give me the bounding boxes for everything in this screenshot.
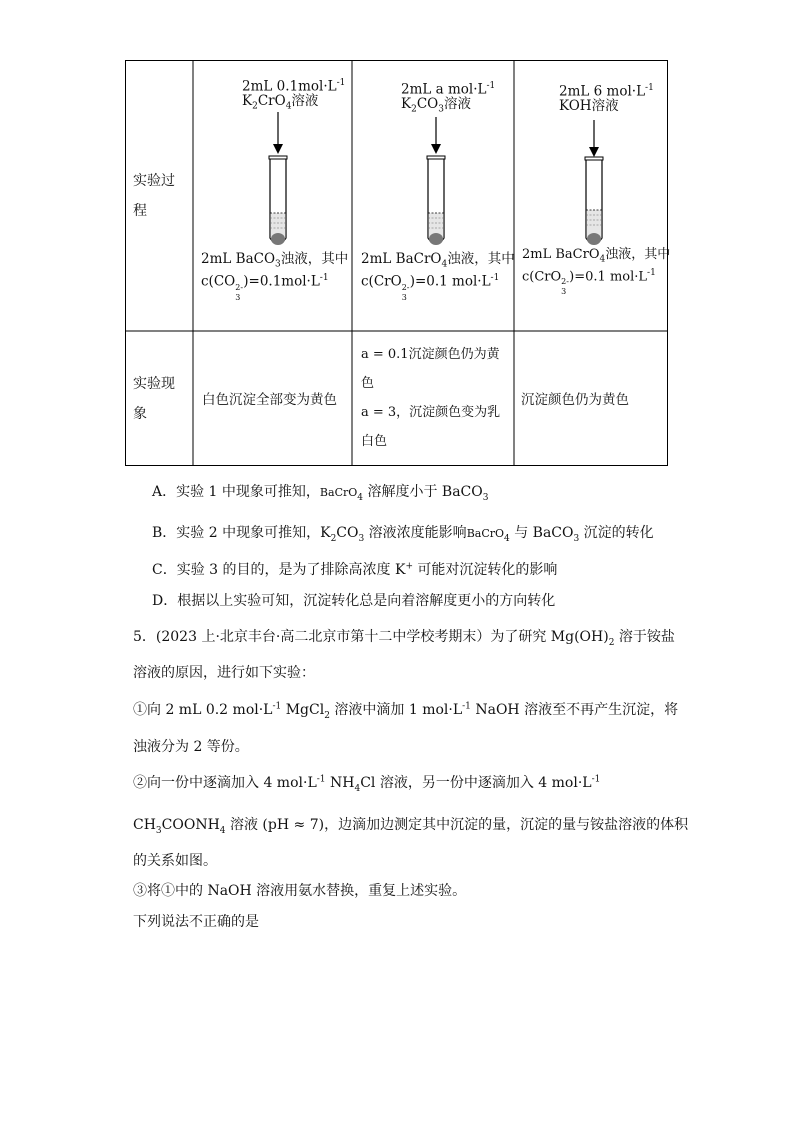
question5-step2: ②向一份中逐滴加入 4 $mol\cdot L^{-1}$ $NH_4Cl$ 溶液，另一份中逐滴加入 4 $mol\cdot L^{-1}$ [133,774,601,794]
question5-stem-line1: 5．(2023 上·北京丰台·高二北京市第十二中学校考期末）为了研究 $Mg(OH)_2$ 溶于铵盐 [133,629,675,648]
test-tube-2 [427,117,445,245]
question5-step1: ①向 2 mL 0.2 $mol\cdot L^{-1}$ MgCl$_2$ 溶液中滴加 1 $mol\cdot L^{-1}$ NaOH 溶液至不再产生沉淀，将 [133,701,679,721]
question5-step2-end: 的关系如图。 [133,853,217,869]
row-label-observation [133,369,175,429]
question5-prompt: 下列说法不正确的是 [133,914,259,930]
exp1-reagent-amount: 2mL $0.1mol\cdot L^{-1}$ [242,78,346,95]
row-label-observation-line1: 实验现 [133,376,175,392]
exp1-reagent-name: $K_2CrO_4$溶液 [242,93,319,112]
row-label-process [133,166,175,226]
exp1-suspension: 2mL BaCO$_3$浊液，其中 [201,251,349,270]
exp2-reagent-name: $K_2CO_3$溶液 [401,96,471,115]
option-a: A．实验 1 中现象可推知，BaCrO$_4$ 溶解度小于 BaCO$_3$ [152,484,489,503]
experiment-table [125,60,671,466]
exp3-suspension: 2mL BaCrO$_4$浊液，其中 [522,247,671,265]
option-c: C．实验 3 的目的，是为了排除高浓度 K+ 可能对沉淀转化的影响 [152,561,558,578]
question5-step2-cont: $CH_3COONH_4$ 溶液 (pH ≈ 7)，边滴加边测定其中沉淀的量，沉淀的量与铵盐溶液的体积 [133,817,689,836]
question5-stem-line2: 溶液的原因，进行如下实验： [133,665,315,681]
question5-step3: ③将①中的 NaOH 溶液用氨水替换，重复上述实验。 [133,883,467,899]
question5-step1-cont: 浊液分为 2 等份。 [133,739,249,755]
exp1-observation: 白色沉淀全部变为黄色 [202,392,337,408]
test-tube-1 [269,112,287,245]
exp3-reagent-name: KOH溶液 [559,98,619,114]
exp1-concentration: c(CO 2- 3 )$=0.1mol\cdot L^{-1}$ [201,273,329,302]
exp2-observation [361,340,500,456]
test-tube-3 [585,120,603,245]
exp2-suspension: 2mL BaCrO$_4$浊液，其中 [361,251,515,270]
exp2-observation-line1: a = 0.1沉淀颜色仍为黄 [361,347,500,362]
exp2-observation-line2: 色 [361,376,375,391]
row-label-observation-line2: 象 [133,406,147,422]
row-label-process-line2: 程 [133,203,147,219]
exp2-reagent-amount: 2mL a $mol\cdot L^{-1}$ [401,81,496,98]
exp3-observation: 沉淀颜色仍为黄色 [521,392,629,408]
exp2-observation-line3: a = 3，沉淀颜色变为乳 [361,405,501,420]
row-label-process-line1: 实验过 [133,173,175,189]
exp2-observation-line4: 白色 [361,434,388,449]
option-d: D．根据以上实验可知，沉淀转化总是向着溶解度更小的方向转化 [152,593,556,609]
exp3-reagent-amount: 2mL 6 $mol\cdot L^{-1}$ [559,83,654,100]
exp2-concentration: c(CrO 2- 3 )=0.1 $mol\cdot L^{-1}$ [361,273,500,302]
exp3-concentration: c(CrO 2- 3 )=0.1 $mol\cdot L^{-1}$ [522,268,656,297]
option-b: B．实验 2 中现象可推知，$K_2CO_3$ 溶液浓度能影响BaCrO$_4$ 与 BaCO$_3$ 沉淀的转化 [152,525,654,544]
